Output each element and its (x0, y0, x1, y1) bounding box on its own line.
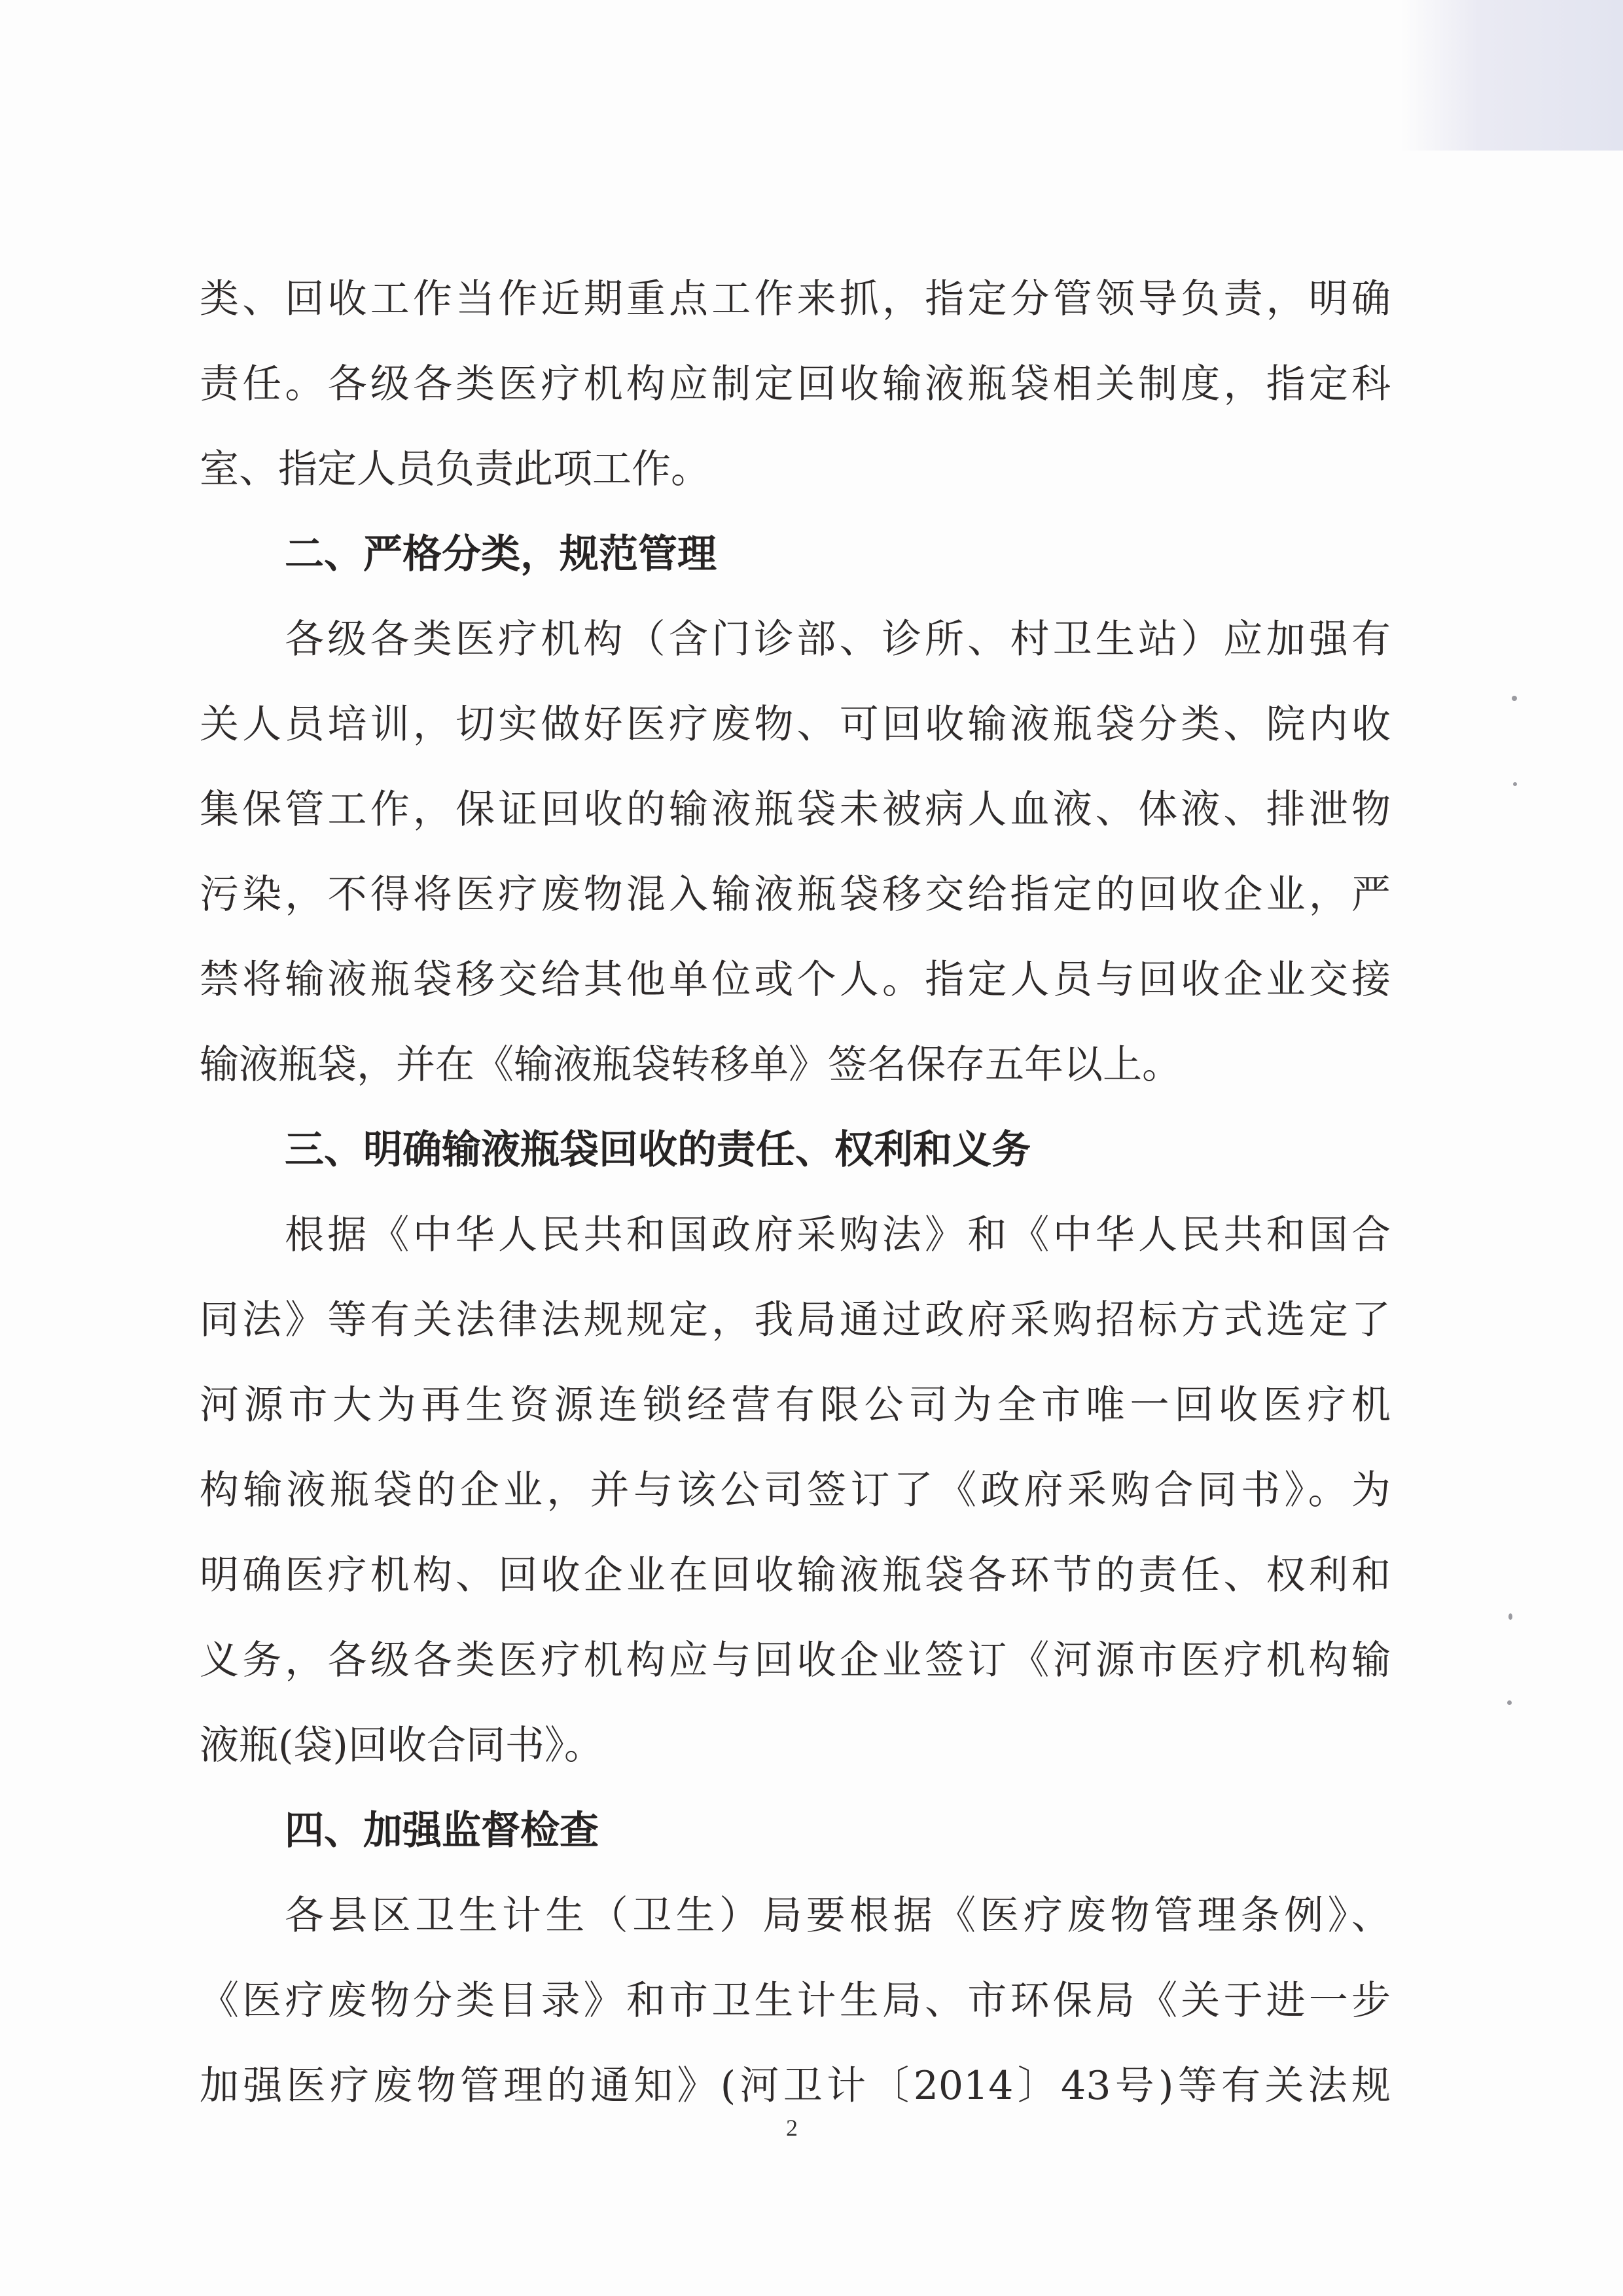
paragraph-line: 义务，各级各类医疗机构应与回收企业签订《河源市医疗机构输 (200, 1638, 1391, 1683)
paragraph-line: 《医疗废物分类目录》和市卫生计生局、市环保局《关于进一步 (200, 1978, 1391, 2024)
body-text (200, 257, 1391, 2128)
paragraph-line: 构输液瓶袋的企业，并与该公司签订了《政府采购合同书》。为 (200, 1467, 1391, 1513)
paragraph-line: 关人员培训，切实做好医疗废物、可回收输液瓶袋分类、院内收 (200, 702, 1391, 747)
scan-speck (1513, 782, 1517, 786)
scan-speck (1507, 1700, 1512, 1705)
paragraph-line: 类、回收工作当作近期重点工作来抓，指定分管领导负责，明确 (200, 276, 1391, 322)
scan-speck (1512, 696, 1517, 701)
paragraph-line: 液瓶(袋)回收合同书》。 (200, 1723, 603, 1768)
paragraph-line: 加强医疗废物管理的通知》(河卫计〔2014〕43号)等有关法规 (200, 2063, 1391, 2109)
paragraph-line: 河源市大为再生资源连锁经营有限公司为全市唯一回收医疗机 (200, 1382, 1391, 1428)
paragraph-line: 污染，不得将医疗废物混入输液瓶袋移交给指定的回收企业，严 (200, 872, 1391, 918)
paragraph-line: 禁将输液瓶袋移交给其他单位或个人。指定人员与回收企业交接 (200, 957, 1391, 1003)
paragraph-line: 责任。各级各类医疗机构应制定回收输液瓶袋相关制度，指定科 (200, 361, 1391, 407)
section-heading: 四、加强监督检查 (285, 1808, 599, 1854)
paragraph-line: 同法》等有关法律法规规定，我局通过政府采购招标方式选定了 (200, 1297, 1391, 1343)
section-heading: 二、严格分类，规范管理 (285, 531, 717, 577)
section-heading: 三、明确输液瓶袋回收的责任、权利和义务 (285, 1127, 1031, 1173)
paragraph-line: 输液瓶袋，并在《输液瓶袋转移单》签名保存五年以上。 (200, 1042, 1181, 1088)
paragraph-line: 明确医疗机构、回收企业在回收输液瓶袋各环节的责任、权利和 (200, 1552, 1391, 1598)
scan-speck (1508, 1613, 1512, 1620)
paragraph-line: 各县区卫生计生（卫生）局要根据《医疗废物管理条例》、 (285, 1893, 1391, 1939)
scan-shading (1400, 0, 1623, 151)
paragraph-line: 各级各类医疗机构（含门诊部、诊所、村卫生站）应加强有 (285, 617, 1391, 662)
paragraph-line: 根据《中华人民共和国政府采购法》和《中华人民共和国合 (285, 1212, 1391, 1258)
paragraph-line: 集保管工作，保证回收的输液瓶袋未被病人血液、体液、排泄物 (200, 787, 1391, 833)
paragraph-line: 室、指定人员负责此项工作。 (200, 446, 710, 492)
page-number: 2 (786, 2115, 798, 2141)
